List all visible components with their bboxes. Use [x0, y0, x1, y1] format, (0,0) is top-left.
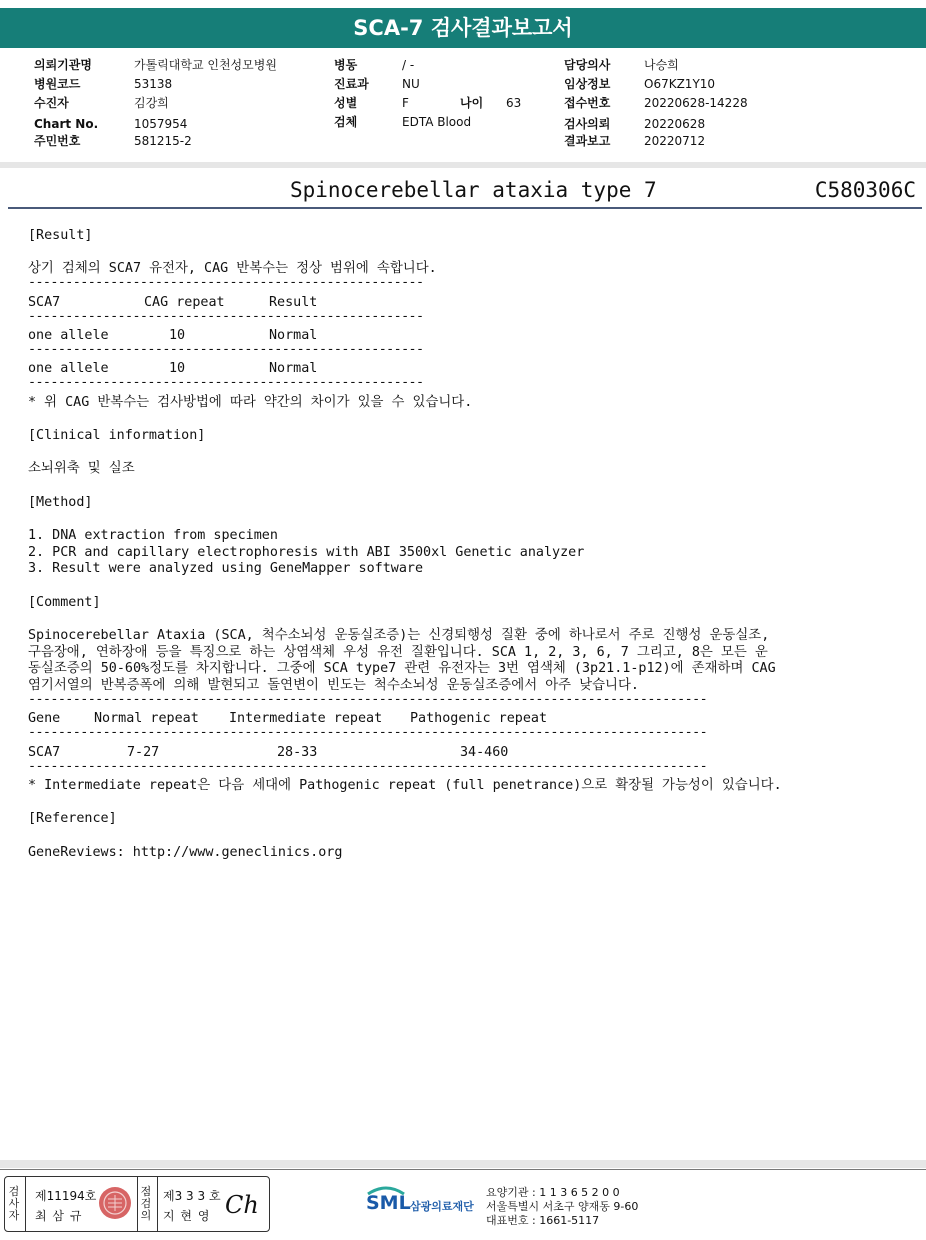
result-summary: 상기 검체의 SCA7 유전자, CAG 반복수는 정상 범위에 속합니다. [28, 261, 437, 276]
comment-line: Spinocerebellar Ataxia (SCA, 척수소뇌성 운동실조증)는 신경퇴행성 질환 중에 하나로서 주로 진행성 운동실조, [28, 628, 770, 643]
label-age: 나이 [460, 96, 484, 110]
intermediate-note: * Intermediate repeat은 다음 세대에 Pathogenic repeat (full penetrance)으로 확장될 가능성이 있습니다. [28, 778, 782, 793]
logo-text: SML [366, 1192, 411, 1214]
divider: ----------------------------------------------------- [28, 313, 424, 321]
value-request-date: 20220628 [644, 117, 706, 131]
reviewer-license: 제3 3 3 호 [163, 1189, 221, 1203]
label-request-date: 검사의뢰 [564, 117, 611, 131]
method-item: 1. DNA extraction from specimen [28, 528, 278, 543]
value-doctor: 나승희 [644, 58, 679, 72]
label-ward: 병동 [334, 58, 358, 72]
value-hospital-code: 53138 [134, 77, 173, 91]
phone: 대표번호 : 1661-5117 [486, 1214, 600, 1227]
divider [25, 1177, 26, 1231]
divider: ------------------------------------------------------------------------------------------- [28, 696, 708, 704]
org-name: 삼광의료재단 [410, 1200, 474, 1213]
report-title: SCA-7 검사결과보고서 [0, 8, 926, 48]
value-specimen: EDTA Blood [402, 115, 472, 129]
reference-heading: [Reference] [28, 811, 117, 826]
method-item: 3. Result were analyzed using GeneMapper software [28, 561, 424, 576]
label-receipt-no: 접수번호 [564, 96, 611, 110]
examiner-label: 검사자 [8, 1185, 20, 1222]
value-sex: F [402, 96, 409, 110]
method-heading: [Method] [28, 495, 93, 510]
value-resident-no: 581215-2 [134, 134, 192, 148]
footer-rule [0, 1169, 926, 1170]
address: 서울특별시 서초구 양재동 9-60 [486, 1200, 639, 1213]
value-receipt-no: 20220628-14228 [644, 96, 748, 110]
divider: ------------------------------------------------------------------------------------------- [28, 729, 708, 737]
signature: Ch [225, 1191, 259, 1219]
examiner-license: 제11194호 [35, 1189, 97, 1203]
method-item: 2. PCR and capillary electrophoresis with ABI 3500xl Genetic analyzer [28, 545, 585, 560]
value-patient: 김강희 [134, 96, 169, 110]
signature-box [4, 1176, 270, 1232]
divider [157, 1177, 158, 1231]
th-gene: Gene [28, 711, 61, 726]
comment-line: 구음장애, 연하장애 등을 특징으로 하는 상염색체 우성 유전 질환입니다. SCA 1, 2, 3, 6, 7 그리고, 8은 모든 운 [28, 645, 768, 660]
label-report-date: 결과보고 [564, 134, 611, 148]
value-age: 63 [506, 96, 522, 110]
table-cell: SCA7 [28, 745, 61, 760]
seal-icon [97, 1185, 133, 1221]
divider [137, 1177, 138, 1231]
examiner-name: 최 삼 규 [35, 1209, 83, 1223]
reference-text: GeneReviews: http://www.geneclinics.org [28, 845, 343, 860]
result-heading: [Result] [28, 228, 93, 243]
table-cell: 34-460 [460, 745, 509, 760]
value-ward: / - [402, 58, 415, 72]
label-specimen: 검체 [334, 115, 358, 129]
label-doctor: 담당의사 [564, 58, 611, 72]
doc-code: C580306C [814, 178, 916, 202]
value-clinical-info: O67KZ1Y10 [644, 77, 716, 91]
table-cell: Normal [269, 328, 318, 343]
label-department: 진료과 [334, 77, 369, 91]
value-chart-no: 1057954 [134, 117, 188, 131]
table-cell: 10 [169, 361, 186, 376]
comment-line: 동실조증의 50-60%정도를 차지합니다. 그중에 SCA type7 관련 유전자는 3번 염색체 (3p21.1-p12)에 존재하며 CAG [28, 661, 776, 676]
divider: ------------------------------------------------------------------------------------------- [28, 763, 708, 771]
value-report-date: 20220712 [644, 134, 706, 148]
label-chart-no: Chart No. [34, 117, 99, 131]
footer-divider [0, 1160, 926, 1168]
th-sca7: SCA7 [28, 295, 61, 310]
label-patient: 수진자 [34, 96, 69, 110]
header-divider [0, 162, 926, 168]
label-clinical-info: 임상정보 [564, 77, 611, 91]
th-result: Result [269, 295, 318, 310]
divider: ----------------------------------------------------- [28, 346, 424, 354]
label-institution: 의뢰기관명 [34, 58, 92, 72]
table-cell: 7-27 [127, 745, 160, 760]
table-cell: one allele [28, 361, 109, 376]
clinical-text: 소뇌위축 및 실조 [28, 461, 135, 476]
th-normal-repeat: Normal repeat [94, 711, 199, 726]
comment-heading: [Comment] [28, 595, 101, 610]
reviewer-name: 지 현 영 [163, 1209, 211, 1223]
doc-title: Spinocerebellar ataxia type 7 [290, 178, 657, 202]
th-intermediate-repeat: Intermediate repeat [229, 711, 383, 726]
table-cell: Normal [269, 361, 318, 376]
clinical-heading: [Clinical information] [28, 428, 206, 443]
divider: ----------------------------------------------------- [28, 379, 424, 387]
comment-line: 염기서열의 반복증폭에 의해 발현되고 돌연변이 빈도는 척수소뇌성 운동실조증에서 아주 낮습니다. [28, 678, 639, 693]
table-cell: 28-33 [277, 745, 318, 760]
value-institution: 가톨릭대학교 인천성모병원 [134, 58, 277, 72]
result-note: * 위 CAG 반복수는 검사방법에 따라 약간의 차이가 있을 수 있습니다. [28, 395, 473, 410]
th-pathogenic-repeat: Pathogenic repeat [410, 711, 548, 726]
value-department: NU [402, 77, 420, 91]
table-cell: one allele [28, 328, 109, 343]
care-code: 요양기관 : 1 1 3 6 5 2 0 0 [486, 1186, 620, 1199]
label-resident-no: 주민번호 [34, 134, 81, 148]
label-hospital-code: 병원코드 [34, 77, 81, 91]
table-cell: 10 [169, 328, 186, 343]
th-cag-repeat: CAG repeat [144, 295, 225, 310]
title-rule [8, 207, 922, 209]
label-sex: 성별 [334, 96, 358, 110]
reviewer-label: 점검의 [140, 1185, 152, 1222]
divider: ----------------------------------------------------- [28, 279, 424, 287]
